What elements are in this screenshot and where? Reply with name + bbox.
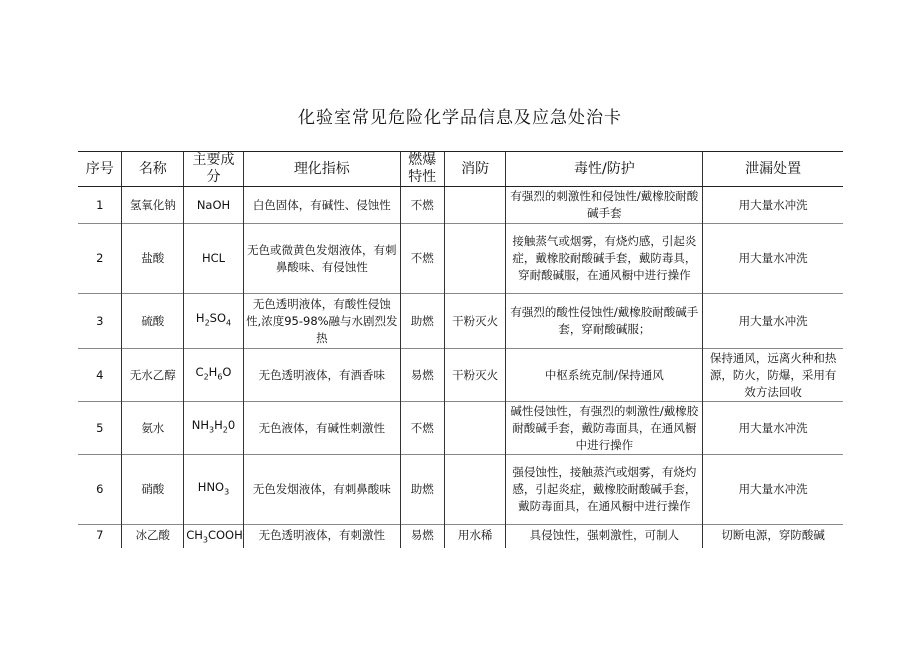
cell-spill: 用大量水冲洗 bbox=[703, 187, 843, 224]
cell-name: 硝酸 bbox=[122, 455, 184, 525]
cell-spill: 用大量水冲洗 bbox=[703, 294, 843, 349]
cell-flammability: 易燃 bbox=[400, 525, 444, 549]
cell-component: $C_2H_6O$ bbox=[184, 349, 244, 402]
cell-fire bbox=[444, 455, 506, 525]
cell-properties: 无色透明液体，有酸性侵蚀性,浓度95-98%融与水剧烈发热 bbox=[243, 294, 400, 349]
cell-component: $HNO_3$ bbox=[184, 455, 244, 525]
cell-no: 4 bbox=[96, 367, 104, 382]
cell-component: $H_2SO_4$ bbox=[184, 294, 244, 349]
cell-component: NaOH bbox=[184, 187, 244, 224]
cell-flammability: 助燃 bbox=[400, 455, 444, 525]
cell-name: 氢氧化钠 bbox=[122, 187, 184, 224]
cell-fire bbox=[444, 187, 506, 224]
chemical-info-table bbox=[78, 151, 843, 548]
cell-properties: 无色发烟液体，有刺鼻酸味 bbox=[243, 455, 400, 525]
table-row bbox=[78, 525, 843, 549]
cell-flammability: 易燃 bbox=[400, 349, 444, 402]
page-title: 化验室常见危险化学品信息及应急处治卡 bbox=[298, 108, 622, 128]
cell-toxicity: 强侵蚀性，接触蒸汽或烟雾，有烧灼感，引起炎症，戴橡胶耐酸碱手套，戴防毒面具，在通风橱中进行操作 bbox=[506, 455, 703, 525]
cell-no: 5 bbox=[96, 420, 104, 435]
cell-properties: 无色液体，有碱性刺激性 bbox=[243, 402, 400, 455]
cell-flammability: 助燃 bbox=[400, 294, 444, 349]
cell-name: 冰乙酸 bbox=[122, 525, 184, 549]
cell-toxicity: 接触蒸气或烟雾，有烧灼感，引起炎症，戴橡胶耐酸碱手套，戴防毒具，穿耐酸碱服，在通风橱中进行操作 bbox=[506, 224, 703, 294]
header-fire: 消防 bbox=[444, 152, 506, 187]
cell-no: 2 bbox=[96, 251, 104, 265]
cell-spill: 切断电源，穿防酸碱 bbox=[703, 525, 843, 549]
cell-name: 盐酸 bbox=[122, 224, 184, 294]
header-row bbox=[78, 152, 843, 187]
table-row bbox=[78, 224, 843, 294]
header-properties: 理化指标 bbox=[243, 152, 400, 187]
table-row bbox=[78, 187, 843, 224]
cell-component: $NH_3H_20$ bbox=[184, 402, 244, 455]
cell-properties: 无色或微黄色发烟液体，有刺鼻酸味、有侵蚀性 bbox=[243, 224, 400, 294]
cell-no: 1 bbox=[96, 197, 104, 212]
cell-fire: 干粉灭火 bbox=[444, 349, 506, 402]
cell-component: $CH_3COOH$ bbox=[184, 525, 244, 549]
header-flammability: 燃爆特性 bbox=[400, 152, 444, 187]
cell-no: 6 bbox=[96, 482, 104, 496]
cell-no: 7 bbox=[96, 528, 104, 542]
cell-fire bbox=[444, 402, 506, 455]
cell-fire: 干粉灭火 bbox=[444, 294, 506, 349]
cell-properties: 白色固体，有碱性、侵蚀性 bbox=[243, 187, 400, 224]
cell-fire bbox=[444, 224, 506, 294]
cell-toxicity: 有强烈的酸性侵蚀性/戴橡胶耐酸碱手套，穿耐酸碱服； bbox=[506, 294, 703, 349]
cell-fire: 用水稀 bbox=[444, 525, 506, 549]
cell-no: 3 bbox=[96, 313, 104, 328]
cell-properties: 无色透明液体，有刺激性 bbox=[243, 525, 400, 549]
cell-spill: 保持通风，远离火种和热源，防火，防爆，采用有效方法回收 bbox=[703, 349, 843, 402]
table-row bbox=[78, 455, 843, 525]
cell-spill: 用大量水冲洗 bbox=[703, 224, 843, 294]
header-name: 名称 bbox=[122, 152, 184, 187]
cell-component: HCL bbox=[184, 224, 244, 294]
table-row bbox=[78, 402, 843, 455]
cell-toxicity: 中枢系统克制/保持通风 bbox=[506, 349, 703, 402]
cell-spill: 用大量水冲洗 bbox=[703, 402, 843, 455]
cell-flammability: 不燃 bbox=[400, 224, 444, 294]
header-component: 主要成分 bbox=[184, 152, 244, 187]
header-spill: 泄漏处置 bbox=[703, 152, 843, 187]
cell-name: 无水乙醇 bbox=[122, 349, 184, 402]
cell-flammability: 不燃 bbox=[400, 187, 444, 224]
cell-toxicity: 具侵蚀性，强刺激性，可制人 bbox=[506, 525, 703, 549]
header-no: 序号 bbox=[78, 152, 122, 187]
table-row bbox=[78, 294, 843, 349]
cell-name: 氨水 bbox=[122, 402, 184, 455]
cell-name: 硫酸 bbox=[122, 294, 184, 349]
cell-spill: 用大量水冲洗 bbox=[703, 455, 843, 525]
header-toxicity: 毒性/防护 bbox=[506, 152, 703, 187]
table-row bbox=[78, 349, 843, 402]
cell-toxicity: 有强烈的刺激性和侵蚀性/戴橡胶耐酸碱手套 bbox=[506, 187, 703, 224]
cell-properties: 无色透明液体，有酒香味 bbox=[243, 349, 400, 402]
cell-flammability: 不燃 bbox=[400, 402, 444, 455]
cell-toxicity: 碱性侵蚀性，有强烈的刺激性/戴橡胶耐酸碱手套，戴防毒面具，在通风橱中进行操作 bbox=[506, 402, 703, 455]
